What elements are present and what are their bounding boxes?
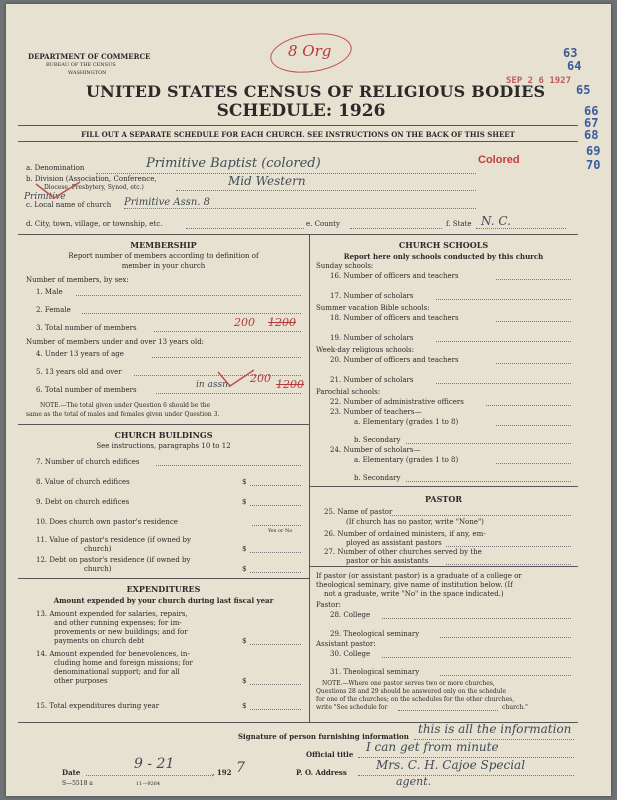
q16-label: 16. Number of officers and teachers	[330, 272, 459, 280]
side-number-7: 69	[586, 144, 601, 158]
q15-label: 15. Total expenditures during year	[36, 702, 160, 710]
form-number: S—5518 a	[62, 780, 93, 787]
denomination-value: Primitive Baptist (colored)	[146, 156, 321, 171]
denomination-label: a. Denomination	[26, 164, 85, 172]
q14-line-2: cluding home and foreign missions; for	[54, 659, 193, 667]
division-sublabel: Diocese, Presbytery, Synod, etc.)	[44, 184, 144, 191]
pastor-note-5: church."	[502, 704, 528, 711]
membership-heading: MEMBERSHIP	[130, 240, 197, 250]
female-label: 2. Female	[36, 306, 71, 314]
pastor-heading: PASTOR	[425, 494, 462, 504]
age-intro-label: Number of members under and over 13 years old:	[26, 338, 205, 346]
q22-label: 22. Number of administrative officers	[330, 398, 464, 406]
buildings-heading: CHURCH BUILDINGS	[114, 430, 213, 440]
q13-line-4: payments on church debt	[54, 637, 145, 645]
schools-heading: CHURCH SCHOOLS	[398, 240, 489, 250]
q9-dollar: $	[242, 498, 247, 506]
year-digit: 7	[236, 760, 245, 776]
graduate-instruction-1: If pastor (or assistant pastor) is a graduate of a college or	[316, 572, 522, 580]
graduate-instruction-3: not a graduate, write "No" in the space indicated.)	[324, 590, 504, 598]
q19-label: 19. Number of scholars	[330, 334, 414, 342]
red-check-mark-2	[216, 368, 256, 390]
total-6-label: 6. Total number of members	[36, 386, 137, 394]
under-13-label: 4. Under 13 years of age	[36, 350, 124, 358]
q30-label: 30. College	[330, 650, 371, 658]
local-name-overwrite: Primitive	[24, 192, 66, 202]
q13-line-3: provements or new buildings; and for	[54, 628, 188, 636]
pastor-note-2: Questions 28 and 29 should be answered only on the schedule	[316, 688, 507, 695]
form-title: UNITED STATES CENSUS OF RELIGIOUS BODIES	[86, 82, 546, 101]
total-members-struck: 1200	[268, 316, 296, 329]
q12-dollar: $	[242, 565, 247, 573]
side-number-3: 65	[576, 83, 591, 97]
q31-label: 31. Theological seminary	[330, 668, 420, 676]
date-label: Date	[62, 768, 81, 777]
address-label: P. O. Address	[296, 768, 347, 777]
official-title-label: Official title	[306, 750, 354, 759]
bureau-name: BUREAU OF THE CENSUS	[46, 62, 116, 68]
q13-dollar: $	[242, 637, 247, 645]
over-13-label: 5. 13 years old and over	[36, 368, 122, 376]
buildings-subheading: See instructions, paragraphs 10 to 12	[96, 442, 231, 450]
q14-dollar: $	[242, 677, 247, 685]
q12-label: 12. Debt on pastor's residence (if owned by	[36, 556, 191, 564]
expenditures-subheading: Amount expended by your church during last fiscal year	[53, 596, 274, 605]
q26-line-2: ployed as assistant pastors	[346, 539, 442, 547]
q14-line-1: 14. Amount expended for benevolences, in-	[36, 650, 190, 658]
expenditures-heading: EXPENDITURES	[126, 584, 201, 594]
male-label: 1. Male	[36, 288, 63, 296]
pastor-note-3: for one of the churches; on the schedules for the other churches,	[316, 696, 515, 703]
form-schedule: SCHEDULE: 1926	[216, 101, 386, 121]
year-prefix: , 192	[212, 768, 232, 777]
pastor-note-1: NOTE.—Where one pastor serves two or more churches,	[322, 680, 495, 687]
summer-schools-label: Summer vacation Bible schools:	[316, 304, 430, 312]
date-value: 9 - 21	[134, 756, 175, 772]
q23-label: 23. Number of teachers—	[330, 408, 422, 416]
q23a-label: a. Elementary (grades 1 to 8)	[354, 418, 459, 426]
q24-label: 24. Number of scholars—	[330, 446, 421, 454]
side-number-2: 64	[567, 59, 582, 73]
division-label: b. Division (Association, Conference,	[26, 175, 157, 183]
local-name-value: Primitive Assn. 8	[124, 197, 210, 208]
signature-label: Signature of person furnishing information	[238, 732, 409, 741]
side-number-1: 63	[563, 46, 578, 60]
q18-label: 18. Number of officers and teachers	[330, 314, 459, 322]
department-name: DEPARTMENT OF COMMERCE	[28, 52, 151, 61]
census-schedule-page	[6, 4, 611, 796]
form-instructions: FILL OUT A SEPARATE SCHEDULE FOR EACH CHURCH. SEE INSTRUCTIONS ON THE BACK OF THIS SHEET	[81, 130, 515, 139]
address-value: Mrs. C. H. Cajoe Special	[376, 758, 526, 772]
q14-line-4: other purposes	[54, 677, 108, 685]
pastor-sub-label: Pastor:	[316, 601, 341, 609]
q11-dollar: $	[242, 545, 247, 553]
total-members-value: 200	[234, 316, 255, 329]
q15-dollar: $	[242, 702, 247, 710]
membership-note-1: NOTE.—The total given under Question 6 should be the	[40, 402, 211, 409]
total-6-handwritten: in assn.	[196, 380, 231, 390]
division-value: Mid Western	[228, 174, 306, 188]
q20-label: 20. Number of officers and teachers	[330, 356, 459, 364]
weekday-schools-label: Week-day religious schools:	[316, 346, 415, 354]
membership-intro-2: member in your church	[121, 262, 206, 270]
q25-label: 25. Name of pastor	[324, 508, 393, 516]
q12-label-cont: church)	[84, 565, 112, 573]
q21-label: 21. Number of scholars	[330, 376, 414, 384]
address-value-2: agent.	[396, 775, 432, 788]
city-name: WASHINGTON	[68, 70, 107, 76]
q17-label: 17. Number of scholars	[330, 292, 414, 300]
yes-no-hint: Yes or No	[268, 528, 293, 534]
received-date-stamp: SEP 2 6 1927	[506, 76, 572, 86]
q11-label-cont: church)	[84, 545, 112, 553]
q8-label: 8. Value of church edifices	[36, 478, 130, 486]
signature-value: this is all the information	[418, 722, 572, 736]
q29-label: 29. Theological seminary	[330, 630, 420, 638]
q27-line-2: pastor or his assistants	[346, 557, 429, 565]
county-label: e. County	[306, 220, 340, 228]
circled-code: 8 Org	[288, 42, 332, 60]
side-number-6: 68	[584, 128, 599, 142]
q28-label: 28. College	[330, 611, 371, 619]
q13-line-1: 13. Amount expended for salaries, repairs,	[36, 610, 188, 618]
q24a-label: a. Elementary (grades 1 to 8)	[354, 456, 459, 464]
side-number-5: 67	[584, 116, 599, 130]
q14-line-3: denominational support; and for all	[54, 668, 180, 676]
total-6-value: 200	[250, 372, 271, 385]
state-value: N. C.	[481, 214, 511, 228]
q11-label: 11. Value of pastor's residence (if owned by	[36, 536, 191, 544]
q25-sublabel: (If church has no pastor, write "None")	[346, 518, 484, 526]
side-number-8: 70	[586, 158, 601, 172]
total-members-label: 3. Total number of members	[36, 324, 137, 332]
red-check-mark-1	[34, 180, 82, 202]
official-title-value: I can get from minute	[366, 740, 499, 754]
state-label: f. State	[446, 220, 472, 228]
parochial-schools-label: Parochial schools:	[316, 388, 381, 396]
side-number-4: 66	[584, 104, 599, 118]
colored-label: Colored	[478, 154, 520, 166]
q7-label: 7. Number of church edifices	[36, 458, 140, 466]
q10-label: 10. Does church own pastor's residence	[36, 518, 178, 526]
print-number: 11—9264	[136, 781, 161, 787]
pastor-note-4: write "See schedule for	[316, 704, 388, 711]
q24b-label: b. Secondary	[354, 474, 401, 482]
assistant-pastor-label: Assistant pastor:	[316, 640, 376, 648]
q8-dollar: $	[242, 478, 247, 486]
q23b-label: b. Secondary	[354, 436, 401, 444]
total-6-struck: 1200	[276, 378, 304, 391]
q26-line-1: 26. Number of ordained ministers, if any, em-	[324, 530, 486, 538]
q9-label: 9. Debt on church edifices	[36, 498, 130, 506]
graduate-instruction-2: theological seminary, give name of institution below. (If	[316, 581, 513, 589]
members-by-sex-label: Number of members, by sex:	[26, 276, 129, 284]
sunday-schools-label: Sunday schools:	[316, 262, 374, 270]
schools-subheading: Report here only schools conducted by this church	[343, 252, 544, 261]
membership-intro-1: Report number of members according to definition of	[68, 252, 259, 260]
city-label: d. City, town, village, or township, etc.	[26, 220, 163, 228]
membership-note-2: same as the total of males and females given under Question 3.	[26, 411, 220, 418]
local-name-label: c. Local name of church	[26, 201, 112, 209]
q27-line-1: 27. Number of other churches served by the	[324, 548, 482, 556]
q13-line-2: and other running expenses; for im-	[54, 619, 182, 627]
